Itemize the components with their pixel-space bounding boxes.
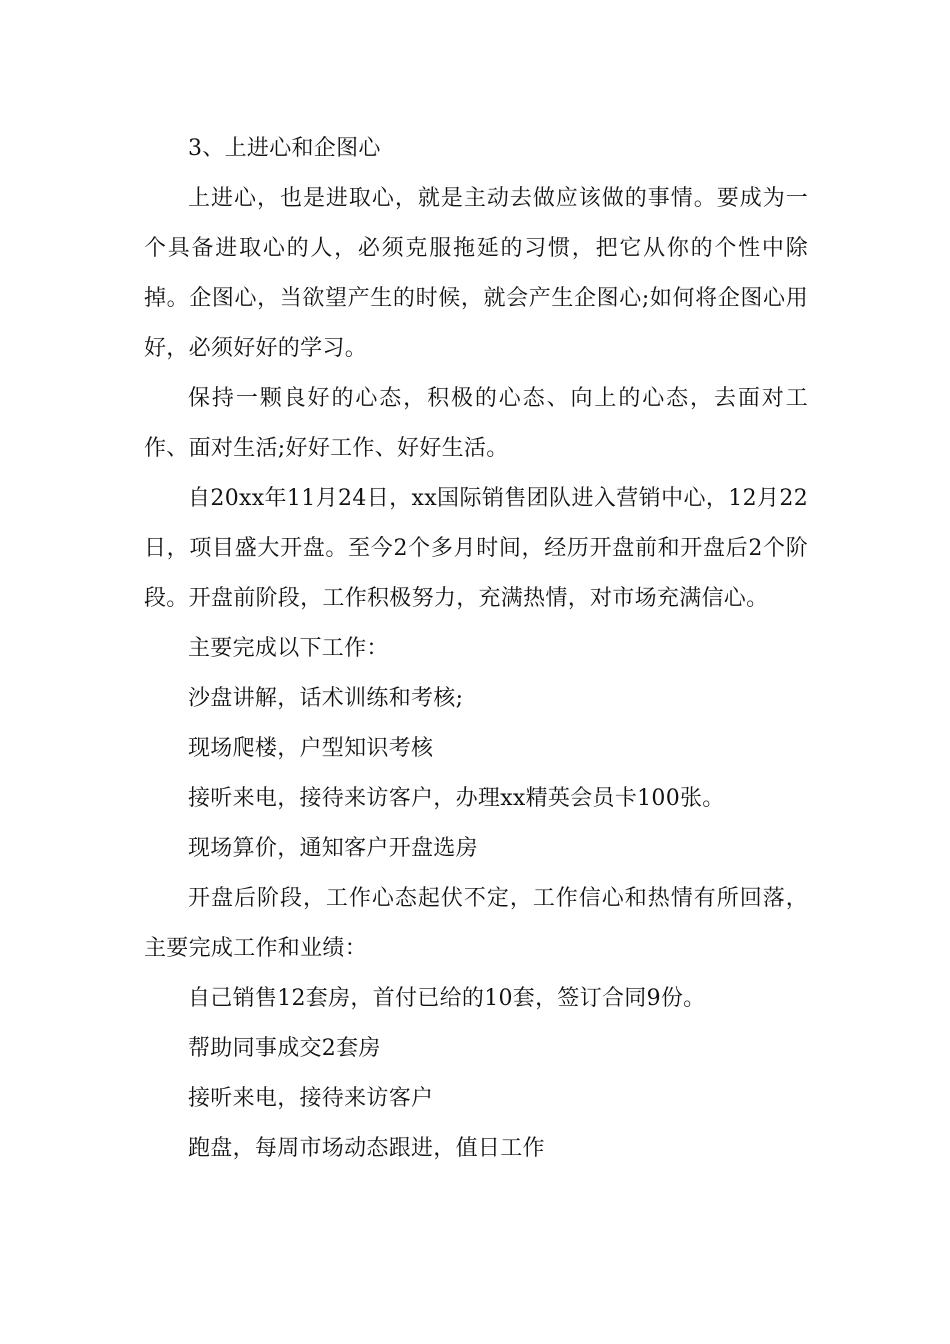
section-heading: 3、上进心和企图心 [188,136,381,161]
list-item: 接听来电，接待来访客户，办理xx精英会员卡100张。 [188,786,725,811]
list-item: 跑盘，每周市场动态跟进，值日工作 [188,1136,545,1161]
list-item: 沙盘讲解，话术训练和考核; [188,686,464,711]
list-item: 帮助同事成交2套房 [188,1036,381,1061]
list-item: 现场爬楼，户型知识考核 [188,736,434,761]
paragraph: 主要完成以下工作： [188,636,389,661]
paragraph: 保持一颗良好的心态，积极的心态、向上的心态，去面对工作、面对生活;好好工作、好好生活。 [144,386,808,461]
list-item: 现场算价，通知客户开盘选房 [188,836,478,861]
list-item: 自己销售12套房，首付已给的10套，签订合同9份。 [188,986,706,1011]
document-body [144,124,808,1174]
list-item: 接听来电，接待来访客户 [188,1086,434,1111]
paragraph: 开盘后阶段，工作心态起伏不定，工作信心和热情有所回落，主要完成工作和业绩： [144,886,808,961]
paragraph: 自20xx年11月24日，xx国际销售团队进入营销中心，12月22日，项目盛大开盘。至今2个多月时间，经历开盘前和开盘后2个阶段。开盘前阶段，工作积极努力，充满热情，对市场充满信心。 [144,486,808,611]
paragraph: 上进心，也是进取心，就是主动去做应该做的事情。要成为一个具备进取心的人，必须克服拖延的习惯，把它从你的个性中除掉。企图心，当欲望产生的时候，就会产生企图心;如何将企图心用好，必须好好的学习。 [144,186,808,361]
